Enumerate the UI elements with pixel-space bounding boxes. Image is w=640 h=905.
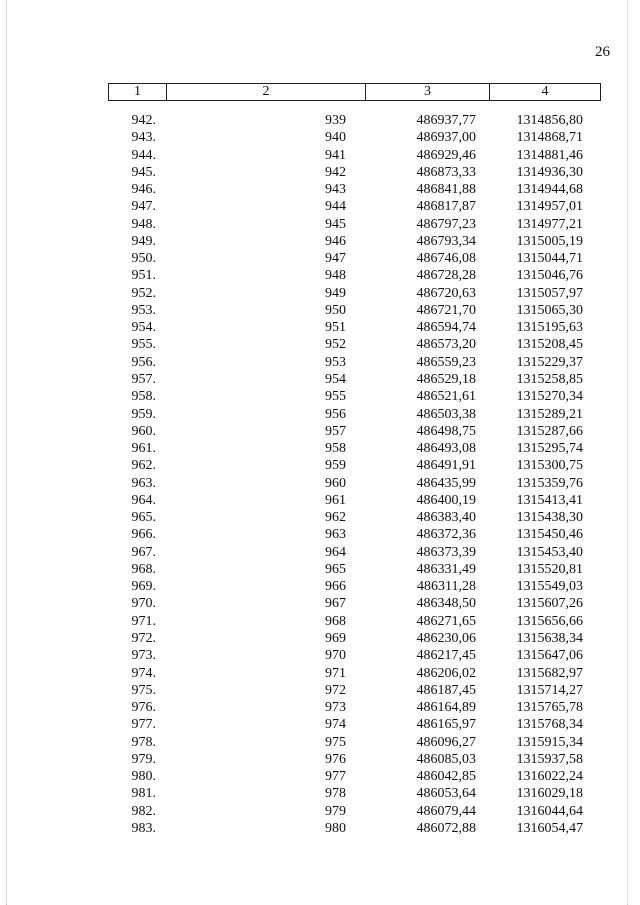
row-number: 973. [131, 648, 156, 664]
point-number: 949 [325, 285, 346, 301]
table-row [108, 129, 601, 146]
coordinate-y: 1315295,74 [516, 441, 583, 457]
point-number: 939 [325, 113, 346, 128]
row-number: 955. [131, 337, 156, 353]
table-row [108, 699, 601, 716]
coordinate-x: 486937,77 [416, 113, 476, 128]
point-number: 945 [325, 216, 346, 232]
point-number: 974 [325, 717, 346, 733]
coordinate-x: 486873,33 [416, 164, 476, 180]
table-row [108, 336, 601, 353]
coordinate-x: 486573,20 [416, 337, 476, 353]
row-number: 977. [131, 717, 156, 733]
row-number: 944. [131, 147, 156, 163]
point-number: 965 [325, 561, 346, 577]
coordinate-y: 1314856,80 [516, 113, 583, 128]
header-cell-2: 2 [167, 84, 366, 100]
coordinate-y: 1314868,71 [516, 130, 583, 146]
row-number: 943. [131, 130, 156, 146]
table-row [108, 406, 601, 423]
row-number: 970. [131, 596, 156, 612]
table-row [108, 216, 601, 233]
row-number: 964. [131, 492, 156, 508]
row-number: 942. [131, 113, 156, 128]
point-number: 950 [325, 302, 346, 318]
coordinate-y: 1315520,81 [516, 561, 583, 577]
coordinate-y: 1315714,27 [516, 682, 583, 698]
coordinate-y: 1315289,21 [516, 406, 583, 422]
coordinate-x: 486594,74 [416, 320, 476, 336]
point-number: 952 [325, 337, 346, 353]
table-row [108, 509, 601, 526]
coordinate-x: 486728,28 [416, 268, 476, 284]
point-number: 961 [325, 492, 346, 508]
coordinate-x: 486498,75 [416, 423, 476, 439]
coordinate-y: 1314881,46 [516, 147, 583, 163]
table-row [108, 647, 601, 664]
coordinate-x: 486372,36 [416, 527, 476, 543]
table-row [108, 751, 601, 768]
page-number: 26 [595, 44, 610, 60]
coordinate-x: 486165,97 [416, 717, 476, 733]
coordinate-y: 1315413,41 [516, 492, 583, 508]
row-number: 956. [131, 354, 156, 370]
coordinate-x: 486720,63 [416, 285, 476, 301]
point-number: 960 [325, 475, 346, 491]
point-number: 962 [325, 510, 346, 526]
row-number: 959. [131, 406, 156, 422]
coordinate-x: 486817,87 [416, 199, 476, 215]
coordinate-x: 486072,88 [416, 820, 476, 836]
table-row [108, 371, 601, 388]
coordinate-y: 1315300,75 [516, 458, 583, 474]
coordinate-x: 486521,61 [416, 389, 476, 405]
table-row [108, 665, 601, 682]
point-number: 966 [325, 579, 346, 595]
coordinate-x: 486491,91 [416, 458, 476, 474]
coordinate-x: 486348,50 [416, 596, 476, 612]
row-number: 979. [131, 751, 156, 767]
coordinate-x: 486929,46 [416, 147, 476, 163]
coordinate-y: 1314944,68 [516, 182, 583, 198]
point-number: 943 [325, 182, 346, 198]
coordinate-x: 486271,65 [416, 613, 476, 629]
coordinate-x: 486435,99 [416, 475, 476, 491]
row-number: 978. [131, 734, 156, 750]
row-number: 951. [131, 268, 156, 284]
table-row [108, 475, 601, 492]
table-row [108, 181, 601, 198]
row-number: 963. [131, 475, 156, 491]
table-row [108, 250, 601, 267]
point-number: 968 [325, 613, 346, 629]
point-number: 956 [325, 406, 346, 422]
coordinate-y: 1315229,37 [516, 354, 583, 370]
row-number: 952. [131, 285, 156, 301]
coordinate-x: 486053,64 [416, 786, 476, 802]
table-row [108, 354, 601, 371]
row-number: 947. [131, 199, 156, 215]
coordinate-y: 1316022,24 [516, 769, 583, 785]
coordinate-y: 1315549,03 [516, 579, 583, 595]
coordinate-y: 1315065,30 [516, 302, 583, 318]
point-number: 940 [325, 130, 346, 146]
coordinate-x: 486721,70 [416, 302, 476, 318]
row-number: 969. [131, 579, 156, 595]
coordinate-y: 1315046,76 [516, 268, 583, 284]
coordinate-y: 1316044,64 [516, 803, 583, 819]
table-row [108, 198, 601, 215]
coordinate-x: 486311,28 [417, 579, 476, 595]
table-row [108, 820, 601, 837]
row-number: 953. [131, 302, 156, 318]
table-row [108, 544, 601, 561]
row-number: 946. [131, 182, 156, 198]
point-number: 971 [325, 665, 346, 681]
table-row [108, 112, 601, 129]
table-row [108, 768, 601, 785]
coordinate-y: 1315450,46 [516, 527, 583, 543]
row-number: 945. [131, 164, 156, 180]
coordinate-y: 1315057,97 [516, 285, 583, 301]
coordinate-y: 1314957,01 [516, 199, 583, 215]
coordinate-x: 486559,23 [416, 354, 476, 370]
coordinate-x: 486383,40 [416, 510, 476, 526]
table-header [108, 83, 601, 101]
header-cell-3: 3 [366, 84, 490, 100]
coordinate-x: 486493,08 [416, 441, 476, 457]
coordinate-y: 1315044,71 [516, 251, 583, 267]
row-number: 965. [131, 510, 156, 526]
row-number: 975. [131, 682, 156, 698]
row-number: 948. [131, 216, 156, 232]
coordinate-y: 1316029,18 [516, 786, 583, 802]
point-number: 944 [325, 199, 346, 215]
point-number: 942 [325, 164, 346, 180]
coordinate-x: 486217,45 [416, 648, 476, 664]
table-row [108, 734, 601, 751]
table-row [108, 613, 601, 630]
table-row [108, 319, 601, 336]
coordinate-y: 1315453,40 [516, 544, 583, 560]
table-row [108, 440, 601, 457]
table-row [108, 803, 601, 820]
coordinate-x: 486206,02 [416, 665, 476, 681]
point-number: 964 [325, 544, 346, 560]
point-number: 970 [325, 648, 346, 664]
point-number: 963 [325, 527, 346, 543]
coordinate-x: 486373,39 [416, 544, 476, 560]
coordinate-x: 486085,03 [416, 751, 476, 767]
coordinate-y: 1315638,34 [516, 630, 583, 646]
point-number: 977 [325, 769, 346, 785]
coordinate-y: 1315647,06 [516, 648, 583, 664]
coordinate-y: 1315359,76 [516, 475, 583, 491]
point-number: 972 [325, 682, 346, 698]
header-cell-4: 4 [541, 84, 549, 99]
point-number: 955 [325, 389, 346, 405]
point-number: 951 [325, 320, 346, 336]
coordinate-y: 1315656,66 [516, 613, 583, 629]
point-number: 979 [325, 803, 346, 819]
table-row [108, 716, 601, 733]
coordinate-y: 1315208,45 [516, 337, 583, 353]
row-number: 949. [131, 233, 156, 249]
table-row [108, 233, 601, 250]
row-number: 971. [131, 613, 156, 629]
row-number: 960. [131, 423, 156, 439]
row-number: 976. [131, 700, 156, 716]
coordinate-y: 1314936,30 [516, 164, 583, 180]
row-number: 958. [131, 389, 156, 405]
table-row [108, 302, 601, 319]
row-number: 981. [131, 786, 156, 802]
point-number: 980 [325, 820, 346, 836]
coordinate-x: 486797,23 [416, 216, 476, 232]
coordinate-y: 1316054,47 [516, 820, 583, 836]
table-row [108, 147, 601, 164]
coordinate-x: 486079,44 [416, 803, 476, 819]
coordinate-x: 486042,85 [416, 769, 476, 785]
row-number: 962. [131, 458, 156, 474]
table-row [108, 682, 601, 699]
row-number: 980. [131, 769, 156, 785]
coordinate-y: 1314977,21 [516, 216, 583, 232]
point-number: 954 [325, 371, 346, 387]
point-number: 947 [325, 251, 346, 267]
table-row [108, 526, 601, 543]
table-row [108, 578, 601, 595]
table-row [108, 561, 601, 578]
table-body [108, 112, 601, 837]
table-row [108, 267, 601, 284]
point-number: 967 [325, 596, 346, 612]
coordinate-y: 1315438,30 [516, 510, 583, 526]
row-number: 983. [131, 820, 156, 836]
table-row [108, 164, 601, 181]
coordinate-y: 1315270,34 [516, 389, 583, 405]
point-number: 975 [325, 734, 346, 750]
point-number: 953 [325, 354, 346, 370]
table-row [108, 285, 601, 302]
coordinate-x: 486230,06 [416, 630, 476, 646]
table-row [108, 388, 601, 405]
coordinate-y: 1315258,85 [516, 371, 583, 387]
coordinate-x: 486529,18 [416, 371, 476, 387]
coordinate-x: 486331,49 [416, 561, 476, 577]
coordinate-x: 486793,34 [416, 233, 476, 249]
row-number: 954. [131, 320, 156, 336]
row-number: 974. [131, 665, 156, 681]
point-number: 969 [325, 630, 346, 646]
header-cell-1: 1 [109, 84, 167, 100]
point-number: 941 [325, 147, 346, 163]
point-number: 978 [325, 786, 346, 802]
coordinate-x: 486164,89 [416, 700, 476, 716]
table-row [108, 785, 601, 802]
coordinate-y: 1315195,63 [516, 320, 583, 336]
coordinate-x: 486096,27 [416, 734, 476, 750]
coordinate-y: 1315005,19 [516, 233, 583, 249]
point-number: 973 [325, 700, 346, 716]
coordinate-y: 1315607,26 [516, 596, 583, 612]
coordinate-y: 1315682,97 [516, 665, 583, 681]
row-number: 972. [131, 630, 156, 646]
coordinate-x: 486400,19 [416, 492, 476, 508]
row-number: 968. [131, 561, 156, 577]
coordinate-x: 486746,08 [416, 251, 476, 267]
coordinate-y: 1315287,66 [516, 423, 583, 439]
coordinate-x: 486187,45 [416, 682, 476, 698]
point-number: 958 [325, 441, 346, 457]
row-number: 950. [131, 251, 156, 267]
row-number: 957. [131, 371, 156, 387]
point-number: 946 [325, 233, 346, 249]
coordinate-y: 1315768,34 [516, 717, 583, 733]
table-row [108, 630, 601, 647]
table-row [108, 457, 601, 474]
table-row [108, 423, 601, 440]
row-number: 966. [131, 527, 156, 543]
coordinate-x: 486841,88 [416, 182, 476, 198]
point-number: 948 [325, 268, 346, 284]
table-row [108, 595, 601, 612]
page-edge-left [6, 0, 7, 905]
coordinate-y: 1315765,78 [516, 700, 583, 716]
row-number: 967. [131, 544, 156, 560]
coordinate-y: 1315937,58 [516, 751, 583, 767]
point-number: 976 [325, 751, 346, 767]
coordinate-x: 486503,38 [416, 406, 476, 422]
point-number: 957 [325, 423, 346, 439]
row-number: 961. [131, 441, 156, 457]
coordinate-x: 486937,00 [416, 130, 476, 146]
coordinate-y: 1315915,34 [516, 734, 583, 750]
page-edge-right [627, 0, 628, 905]
row-number: 982. [131, 803, 156, 819]
table-row [108, 492, 601, 509]
point-number: 959 [325, 458, 346, 474]
